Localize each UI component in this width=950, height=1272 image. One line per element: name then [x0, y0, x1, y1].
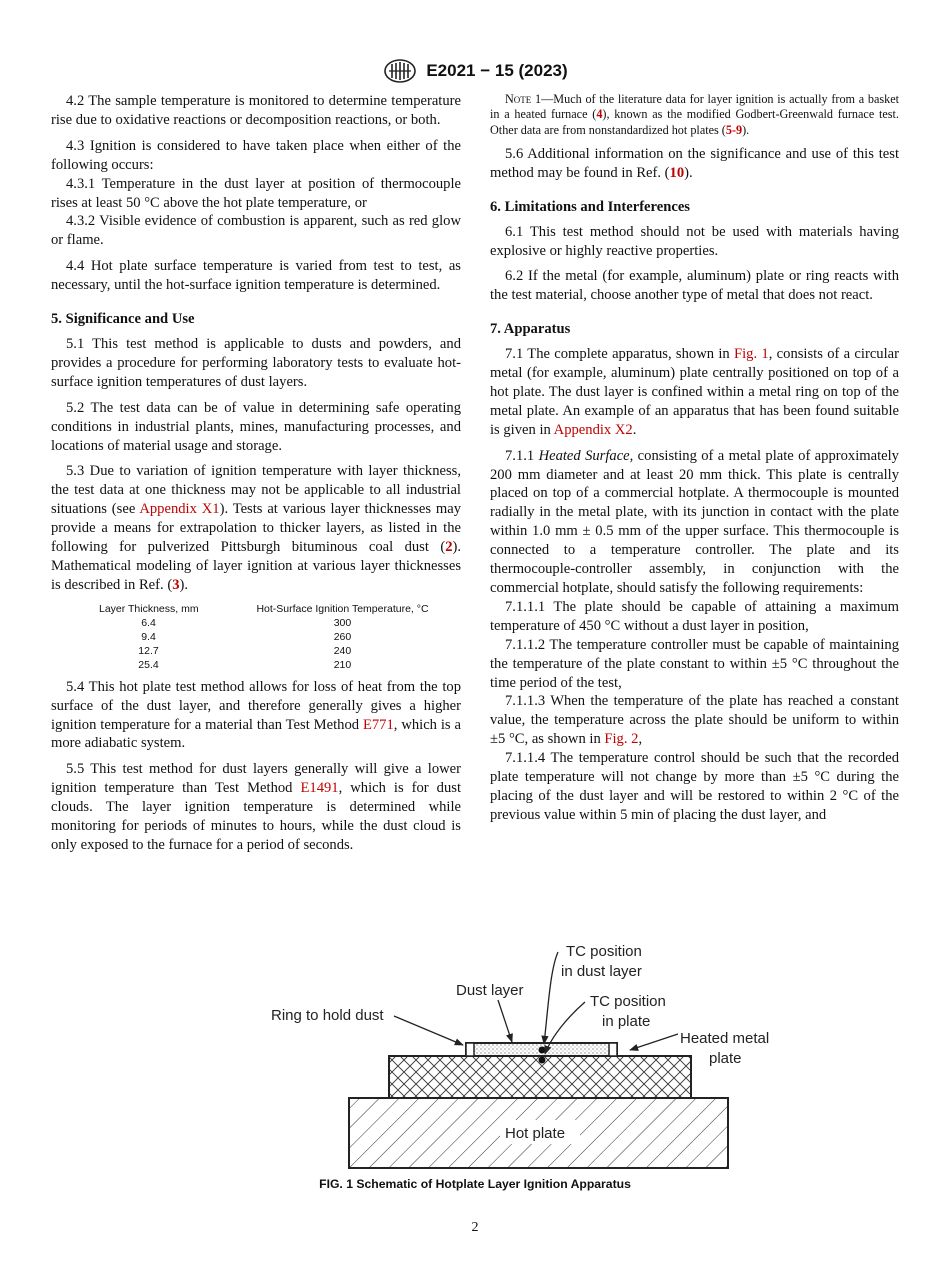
ref-10-link[interactable]: 10 [669, 164, 685, 181]
label-dust-layer: Dust layer [456, 982, 524, 999]
ref-5-9-link[interactable]: 5-9 [725, 122, 743, 137]
paragraph-7-1-1-3: 7.1.1.3 When the temperature of the plate has reached a constant value, the temperature across the plate should be uniform to within ±5 °C, as shown in Fig. 2, [490, 693, 899, 748]
section-6-heading: 6. Limitations and Interferences [490, 198, 690, 215]
ring-wall-right [609, 1043, 617, 1056]
right-column [490, 92, 899, 825]
appendix-x1-link[interactable]: Appendix X1 [139, 501, 220, 518]
label-tc-plate-2: in plate [602, 1013, 651, 1030]
label-tc-dust-2: in dust layer [561, 963, 642, 980]
label-ring: Ring to hold dust [271, 1007, 384, 1024]
paragraph-5-1: 5.1 This test method is applicable to dusts and powders, and provides a procedure for performing laboratory tests to evaluate hot-surface ignition temperatures of dust layers. [51, 335, 461, 390]
tc-plate-point [539, 1057, 546, 1064]
table-cell-temperature: 260 [333, 630, 352, 643]
table-row [63, 630, 451, 644]
table-row [63, 616, 451, 630]
e1491-link[interactable]: E1491 [300, 780, 339, 797]
figure-caption: FIG. 1 Schematic of Hotplate Layer Ignition Apparatus [319, 1177, 631, 1191]
paragraph-5-2: 5.2 The test data can be of value in determining safe operating conditions in industrial plants, mines, manufacturing processes, and locations of material usage and storage. [51, 399, 461, 454]
paragraph-7-1-1-4: 7.1.1.4 The temperature control should be such that the recorded plate temperature will not change by more than ±5 °C during the placing of the dust layer and will be restored to within 2 °C of the previous value within 5 min of placing the dust layer, and [490, 750, 899, 823]
label-tc-dust-1: TC position [566, 943, 642, 960]
leader-ring [394, 1016, 463, 1045]
hotplate-apparatus-schematic [260, 940, 780, 1170]
fig-2-link[interactable]: Fig. 2 [604, 731, 639, 748]
paragraph-6-1: 6.1 This test method should not be used with materials having explosive or highly reactive properties. [490, 223, 899, 259]
paragraph-5-5: 5.5 This test method for dust layers generally will give a lower ignition temperature than Test Method E1491, which is for dust clouds. The layer ignition temperature is determined while monitoring for periods of minutes to hours, while the dust cloud is only exposed to the furnace for a period of seconds. [51, 761, 461, 853]
note-1: Note 1—Much of the literature data for layer ignition is actually from a basket in a heated furnace (4), known as the modified Godbert-Greenwald furnace test. Other data are from nonstandardized hot plates (5-9). [490, 92, 900, 137]
table-cell-temperature: 300 [333, 616, 352, 629]
table-header-thickness: Layer Thickness, mm [99, 602, 199, 615]
label-hot-plate: Hot plate [505, 1125, 566, 1142]
paragraph-7-1-1: 7.1.1 Heated Surface, consisting of a metal plate of approximately 200 mm diameter and at least 20 mm thick. This plate is centrally placed on top of a commercial hotplate. A thermocouple is mounted radially in the metal plate, with its junction in contact with the plate within 1.0 mm ± 0.5 mm of the upper surface. This thermocouple is connected to a temperature controller. The plate and its thermocouple-controller assembly, in conjunction with the commercial hotplate, should satisfy the following requirements: [490, 447, 899, 597]
section-5-heading: 5. Significance and Use [51, 311, 195, 328]
table-row [63, 644, 451, 658]
fig-1-link[interactable]: Fig. 1 [734, 346, 769, 363]
paragraph-7-1: 7.1 The complete apparatus, shown in Fig. 1, consists of a circular metal (for example, aluminum) plate centrally positioned on top of a hot plate. The dust layer is confined within a metal ring on top of the metal plate. An example of an apparatus that has been found suitable is given in Appendix X2. [490, 346, 899, 438]
page-header [0, 56, 950, 86]
paragraph-5-3: 5.3 Due to variation of ignition temperature with layer thickness, the test data at one thickness may not be applicable to all industrial situations (see Appendix X1). Tests at various layer thicknesses may provide a means for extrapolation to thicker layers, as listed in the following for pulverized Pittsburgh bituminous coal dust (2). Mathematical modeling of layer ignition at various layer thicknesses is described in Ref. (3). [51, 463, 461, 593]
ref-3-link[interactable]: 3 [172, 576, 180, 593]
table-cell-thickness: 25.4 [138, 658, 159, 671]
note-label: Note 1 [505, 92, 542, 106]
paragraph-7-1-1-1: 7.1.1.1 The plate should be capable of attaining a maximum temperature of 450 °C without a dust layer in position, [490, 598, 899, 634]
page-number: 2 [471, 1220, 479, 1235]
table-cell-thickness: 9.4 [141, 630, 156, 643]
table-row [63, 658, 451, 672]
table-cell-thickness: 6.4 [141, 616, 156, 629]
paragraph-4-2: 4.2 The sample temperature is monitored to determine temperature rise due to oxidative reactions or decomposition reactions, or both. [51, 93, 461, 128]
paragraph-4-3-2: 4.3.2 Visible evidence of combustion is apparent, such as red glow or flame. [51, 213, 461, 249]
label-heated-2: plate [709, 1050, 742, 1067]
heated-surface-term: Heated Surface, [538, 447, 634, 464]
ref-4-link[interactable]: 4 [596, 107, 603, 122]
table-cell-thickness: 12.7 [138, 644, 159, 657]
ring-wall-left [466, 1043, 474, 1056]
paragraph-4-4: 4.4 Hot plate surface temperature is varied from test to test, as necessary, until the hot-surface ignition temperature is determined. [51, 258, 461, 294]
table-header-temperature: Hot-Surface Ignition Temperature, °C [256, 602, 429, 615]
leader-heated-plate [630, 1034, 678, 1050]
table-cell-temperature: 240 [333, 644, 352, 657]
paragraph-4-3: 4.3 Ignition is considered to have taken place when either of the following occurs: [51, 137, 461, 173]
label-heated-1: Heated metal [680, 1030, 770, 1047]
document-designation: E2021 − 15 (2023) [426, 61, 568, 80]
paragraph-7-1-1-2: 7.1.1.2 The temperature controller must be capable of maintaining the temperature of the plate constant to within ±5 °C throughout the time period of the test, [490, 636, 899, 691]
paragraph-4-3-1: 4.3.1 Temperature in the dust layer at position of thermocouple rises at least 50 °C above the hot plate temperature, or [51, 175, 461, 211]
leader-tc-dust [544, 952, 558, 1044]
appendix-x2-link[interactable]: Appendix X2 [553, 421, 633, 438]
paragraph-5-6: 5.6 Additional information on the significance and use of this test method may be found in Ref. (10). [490, 145, 899, 181]
table-cell-temperature: 210 [333, 658, 352, 671]
astm-logo [382, 58, 418, 84]
paragraph-6-2: 6.2 If the metal (for example, aluminum) plate or ring reacts with the test material, choose another type of metal that does not react. [490, 268, 899, 304]
paragraph-5-4: 5.4 This hot plate test method allows for loss of heat from the top surface of the dust layer, and therefore generally gives a higher ignition temperature for a material than Test Method E771, which is a more adiabatic system. [51, 678, 461, 752]
ref-2-link[interactable]: 2 [445, 539, 453, 556]
label-tc-plate-1: TC position [590, 993, 666, 1010]
left-column [51, 92, 461, 862]
layer-thickness-table [63, 602, 451, 672]
section-7-heading: 7. Apparatus [490, 321, 571, 338]
e771-link[interactable]: E771 [362, 716, 394, 733]
tc-dust-point [539, 1047, 546, 1054]
leader-dust-layer [498, 1000, 512, 1042]
